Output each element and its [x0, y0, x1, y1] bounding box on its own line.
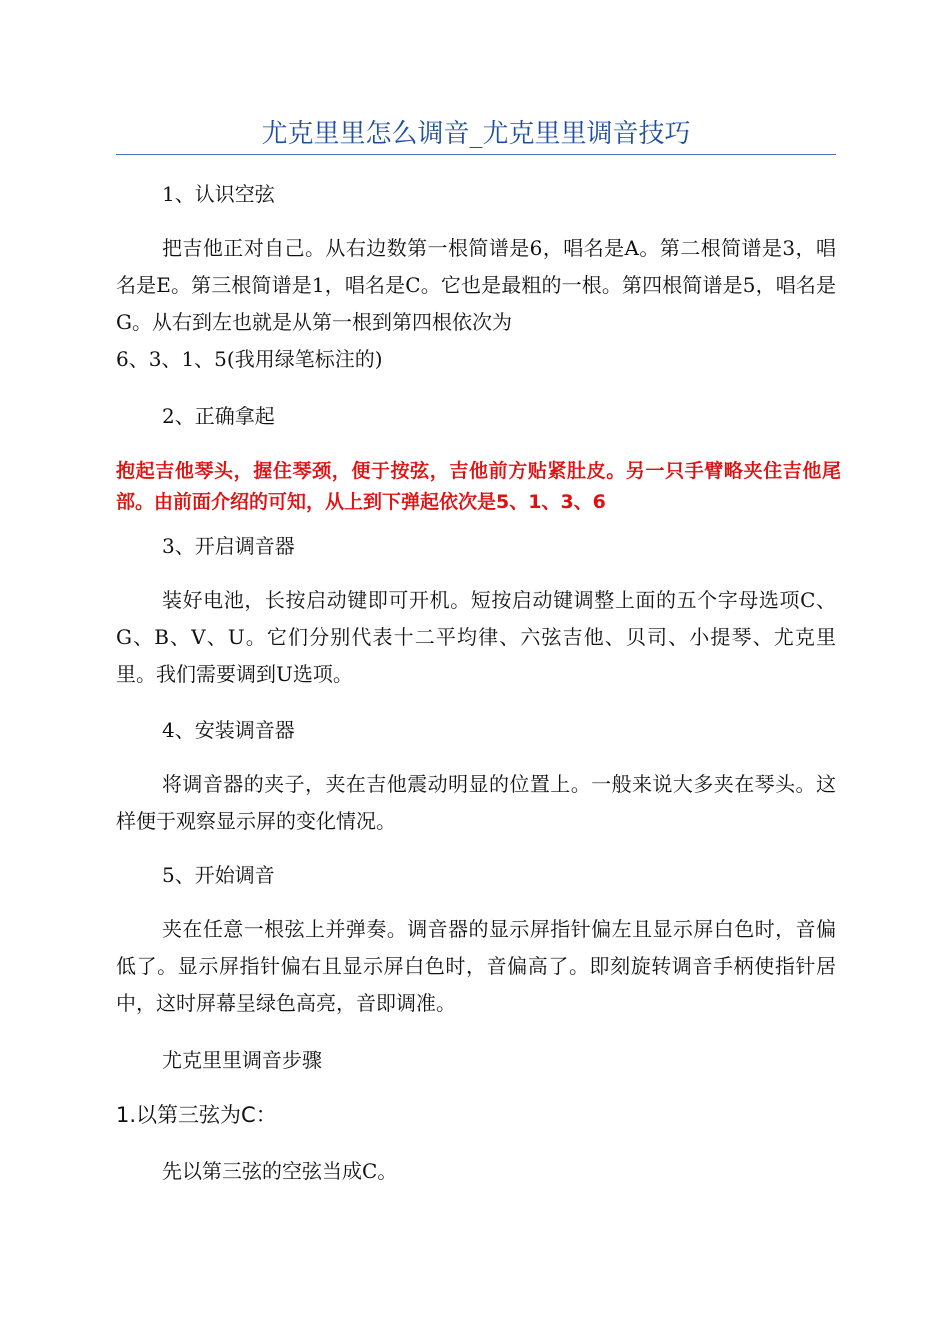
section-3-heading: 3、开启调音器 — [162, 534, 295, 558]
page-title: 尤克里里怎么调音_尤克里里调音技巧 — [261, 119, 691, 149]
section-5-body: 夹在任意一根弦上并弹奏。调音器的显示屏指针偏左且显示屏白色时，音偏低了。显示屏指针偏右且显示屏白色时，音偏高了。即刻旋转调音手柄使指针居中，这时屏幕呈绿色高亮，音即调准。 — [116, 917, 836, 1015]
section-5-heading: 5、开始调音 — [162, 863, 275, 887]
step-1-title: 1.以第三弦为C： — [116, 1103, 277, 1127]
section-1-body-text: 把吉他正对自己。从右边数第一根简谱是6，唱名是A。第二根简谱是3，唱名是E。第三根简谱是1，唱名是C。它也是最粗的一根。第四根简谱是5，唱名是G。从右到左也就是从第一根到第四根依次为 — [116, 236, 836, 334]
section-2-heading: 2、正确拿起 — [162, 404, 275, 428]
section-1-body-sequence: 6、3、1、5(我用绿笔标注的) — [116, 347, 383, 371]
step-1-body: 先以第三弦的空弦当成C。 — [162, 1159, 398, 1183]
title-underline — [116, 154, 836, 155]
steps-heading: 尤克里里调音步骤 — [162, 1048, 322, 1072]
section-4-body: 将调音器的夹子，夹在吉他震动明显的位置上。一般来说大多夹在琴头。这样便于观察显示屏的变化情况。 — [116, 772, 836, 833]
section-4-heading: 4、安装调音器 — [162, 718, 295, 742]
section-3-body: 装好电池，长按启动键即可开机。短按启动键调整上面的五个字母选项C、G、B、V、U。它们分别代表十二平均律、六弦吉他、贝司、小提琴、尤克里里。我们需要调到U选项。 — [116, 588, 836, 686]
section-1-body — [116, 230, 836, 378]
section-2-highlight: 抱起吉他琴头，握住琴颈，便于按弦，吉他前方贴紧肚皮。另一只手臂略夹住吉他尾部。由前面介绍的可知，从上到下弹起依次是5、1、3、6 — [116, 460, 841, 513]
section-1-heading: 1、认识空弦 — [162, 182, 275, 206]
